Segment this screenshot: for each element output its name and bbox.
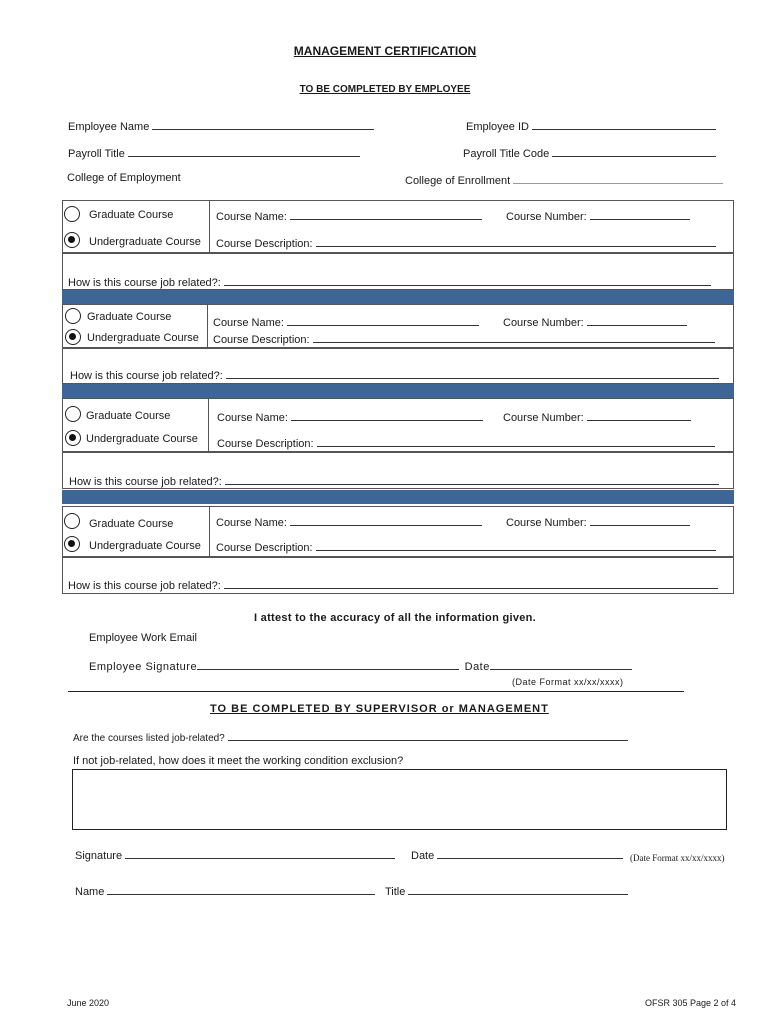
- employee-name-row: [68, 119, 374, 133]
- supervisor-job-related-label: Are the courses listed job-related?: [73, 733, 225, 744]
- supervisor-date-field[interactable]: [437, 848, 623, 859]
- graduate-label-1: Graduate Course: [89, 209, 174, 221]
- graduate-label-4: Graduate Course: [89, 518, 174, 530]
- course-name-row-3: [217, 410, 483, 424]
- employee-date-label: Date: [464, 661, 490, 673]
- job-related-field-2[interactable]: [226, 368, 719, 379]
- college-enrollment-row: [405, 173, 723, 187]
- graduate-radio-3[interactable]: [65, 406, 81, 422]
- supervisor-title-label: Title: [385, 886, 406, 898]
- college-enrollment-label: College of Enrollment: [405, 175, 511, 187]
- course-block-1-divider: [209, 200, 210, 253]
- course-number-field-4[interactable]: [590, 515, 690, 526]
- course-name-label-1: Course Name:: [216, 211, 287, 223]
- job-related-row-1: [68, 275, 711, 289]
- course-name-field-3[interactable]: [291, 410, 483, 421]
- course-name-field-4[interactable]: [290, 515, 482, 526]
- course-description-field-3[interactable]: [317, 436, 715, 447]
- section-bar-3: [62, 490, 734, 504]
- supervisor-job-related-field[interactable]: [228, 730, 628, 741]
- job-related-label-1: How is this course job related?:: [68, 277, 221, 289]
- job-related-row-3: [69, 474, 719, 488]
- payroll-title-row: [68, 146, 360, 160]
- course-name-row-1: [216, 209, 482, 223]
- job-related-field-4[interactable]: [224, 578, 718, 589]
- graduate-radio-4[interactable]: [64, 513, 80, 529]
- supervisor-name-field[interactable]: [107, 884, 375, 895]
- section-bar-1: [62, 290, 734, 304]
- employee-signature-row: [89, 659, 632, 673]
- payroll-title-code-row: [463, 146, 716, 160]
- supervisor-name-row: [75, 884, 375, 898]
- employee-date-format: (Date Format xx/xx/xxxx): [512, 677, 624, 687]
- course-number-label-3: Course Number:: [503, 412, 584, 424]
- graduate-label-3: Graduate Course: [86, 410, 171, 422]
- supervisor-section-title: TO BE COMPLETED BY SUPERVISOR or MANAGEMENT: [210, 703, 549, 715]
- employee-id-row: [466, 119, 716, 133]
- payroll-title-code-field[interactable]: [552, 146, 716, 157]
- exclusion-comment-box[interactable]: [72, 769, 727, 830]
- page-title: MANAGEMENT CERTIFICATION: [293, 44, 477, 58]
- employee-name-label: Employee Name: [68, 121, 150, 133]
- course-block-4-divider: [209, 506, 210, 557]
- job-related-label-4: How is this course job related?:: [68, 580, 221, 592]
- supervisor-job-related-row: [73, 730, 628, 744]
- footer-date: June 2020: [67, 998, 110, 1008]
- supervisor-signature-field[interactable]: [125, 848, 395, 859]
- job-related-row-4: [68, 578, 718, 592]
- course-name-label-3: Course Name:: [217, 412, 288, 424]
- job-related-label-2: How is this course job related?:: [70, 370, 223, 382]
- college-employment-label: College of Employment: [67, 172, 181, 184]
- course-number-label-2: Course Number:: [503, 317, 584, 329]
- work-email-label: Employee Work Email: [89, 632, 197, 644]
- section-bar-2: [62, 384, 734, 398]
- attest-statement: I attest to the accuracy of all the information given.: [253, 612, 537, 624]
- course-number-row-1: [506, 209, 690, 223]
- graduate-radio-1[interactable]: [64, 206, 80, 222]
- section-divider: [68, 691, 684, 692]
- supervisor-signature-row: [75, 848, 395, 862]
- course-number-field-3[interactable]: [587, 410, 691, 421]
- employee-signature-field[interactable]: [197, 659, 459, 670]
- course-description-row-3: [217, 436, 715, 450]
- course-description-label-2: Course Description:: [213, 334, 310, 346]
- payroll-title-label: Payroll Title: [68, 148, 125, 160]
- course-number-field-2[interactable]: [587, 315, 687, 326]
- employee-section-title: TO BE COMPLETED BY EMPLOYEE: [299, 84, 471, 95]
- course-number-label-1: Course Number:: [506, 211, 587, 223]
- undergraduate-label-1: Undergraduate Course: [89, 236, 201, 248]
- job-related-row-2: [70, 368, 719, 382]
- job-related-field-3[interactable]: [225, 474, 719, 485]
- undergraduate-radio-3[interactable]: [65, 430, 81, 446]
- employee-date-field[interactable]: [490, 659, 632, 670]
- course-description-label-4: Course Description:: [216, 542, 313, 554]
- supervisor-date-format: (Date Format xx/xx/xxxx): [630, 853, 725, 863]
- course-description-label-1: Course Description:: [216, 238, 313, 250]
- course-block-2-divider: [207, 304, 208, 348]
- course-number-field-1[interactable]: [590, 209, 690, 220]
- undergraduate-radio-1[interactable]: [64, 232, 80, 248]
- employee-name-field[interactable]: [152, 119, 374, 130]
- supervisor-title-row: [385, 884, 628, 898]
- course-block-3-divider: [208, 398, 209, 452]
- undergraduate-label-3: Undergraduate Course: [86, 433, 198, 445]
- supervisor-name-label: Name: [75, 886, 105, 898]
- undergraduate-radio-4[interactable]: [64, 536, 80, 552]
- course-name-field-1[interactable]: [290, 209, 482, 220]
- supervisor-signature-label: Signature: [75, 850, 123, 862]
- course-description-field-1[interactable]: [316, 236, 716, 247]
- supervisor-title-field[interactable]: [408, 884, 628, 895]
- job-related-field-1[interactable]: [224, 275, 711, 286]
- course-name-row-2: [213, 315, 479, 329]
- course-description-row-1: [216, 236, 716, 250]
- undergraduate-label-4: Undergraduate Course: [89, 540, 201, 552]
- course-name-label-4: Course Name:: [216, 517, 287, 529]
- graduate-radio-2[interactable]: [65, 308, 81, 324]
- undergraduate-radio-2[interactable]: [65, 329, 81, 345]
- course-description-row-4: [216, 540, 716, 554]
- course-description-row-2: [213, 332, 715, 346]
- job-related-label-3: How is this course job related?:: [69, 476, 222, 488]
- employee-id-field[interactable]: [532, 119, 716, 130]
- course-number-row-4: [506, 515, 690, 529]
- college-enrollment-field[interactable]: [513, 173, 723, 184]
- course-number-label-4: Course Number:: [506, 517, 587, 529]
- employee-id-label: Employee ID: [466, 121, 529, 133]
- supervisor-date-row: [411, 848, 623, 862]
- course-name-field-2[interactable]: [287, 315, 479, 326]
- course-description-field-2[interactable]: [313, 332, 715, 343]
- exclusion-question: If not job-related, how does it meet the working condition exclusion?: [73, 755, 404, 767]
- graduate-label-2: Graduate Course: [87, 311, 172, 323]
- undergraduate-label-2: Undergraduate Course: [87, 332, 199, 344]
- payroll-title-field[interactable]: [128, 146, 360, 157]
- course-description-label-3: Course Description:: [217, 438, 314, 450]
- supervisor-date-label: Date: [411, 850, 435, 862]
- course-name-label-2: Course Name:: [213, 317, 284, 329]
- employee-signature-label: Employee Signature: [89, 661, 198, 673]
- course-description-field-4[interactable]: [316, 540, 716, 551]
- course-name-row-4: [216, 515, 482, 529]
- footer-form-id: OFSR 305 Page 2 of 4: [645, 998, 737, 1008]
- course-number-row-3: [503, 410, 691, 424]
- payroll-title-code-label: Payroll Title Code: [463, 148, 550, 160]
- course-number-row-2: [503, 315, 687, 329]
